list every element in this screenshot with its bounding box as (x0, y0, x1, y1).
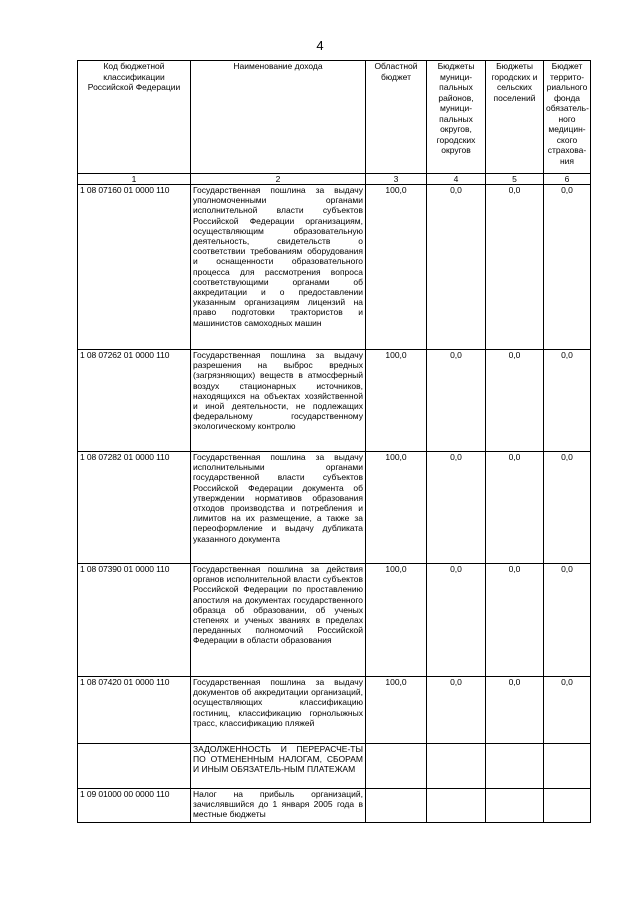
table-row (78, 350, 591, 452)
row-value-municipal: 0,0 (427, 677, 486, 744)
row-value-settlement: 0,0 (486, 350, 544, 452)
page-number: 4 (316, 38, 324, 53)
header-settlement-budgets: Бюджеты городских и сельских поселений (486, 61, 544, 174)
table-row-section (78, 744, 591, 789)
header-municipal-district-budgets: Бюджеты муници-пальных районов, муници-пальных округов, городских округов (427, 61, 486, 174)
row-code: 1 08 07160 01 0000 110 (78, 185, 191, 350)
row-value-municipal: 0,0 (427, 564, 486, 677)
column-number: 5 (486, 174, 544, 185)
row-value-fund: 0,0 (544, 185, 591, 350)
row-value-fund: 0,0 (544, 677, 591, 744)
row-value-municipal (427, 744, 486, 789)
budget-classification-table (77, 60, 591, 823)
column-number: 4 (427, 174, 486, 185)
row-code: 1 08 07262 01 0000 110 (78, 350, 191, 452)
row-name: Государственная пошлина за выдачу документов об аккредитации организаций, осуществляющих классификацию гостиниц, классификацию горнолыжных трасс, классификацию пляжей (191, 677, 366, 744)
header-name: Наименование дохода (191, 61, 366, 174)
row-code: 1 08 07420 01 0000 110 (78, 677, 191, 744)
row-value-municipal: 0,0 (427, 185, 486, 350)
table-row (78, 185, 591, 350)
row-value-settlement: 0,0 (486, 452, 544, 564)
row-code: 1 09 01000 00 0000 110 (78, 789, 191, 823)
table-row (78, 452, 591, 564)
row-value-municipal: 0,0 (427, 350, 486, 452)
row-value-fund: 0,0 (544, 350, 591, 452)
column-number: 1 (78, 174, 191, 185)
row-name: Государственная пошлина за действия органов исполнительной власти субъектов Российской Федерации по проставлению апостиля на документах государственного образца об образовании, об ученых степенях и ученых званиях в пределах переданных полномочий Российской Федерации в области образования (191, 564, 366, 677)
column-number: 3 (366, 174, 427, 185)
row-code: 1 08 07282 01 0000 110 (78, 452, 191, 564)
column-number: 2 (191, 174, 366, 185)
header-medical-insurance-fund: Бюджет террито-риального фонда обязатель-ного медицин-ского страхова-ния (544, 61, 591, 174)
header-regional-budget: Областной бюджет (366, 61, 427, 174)
table-row (78, 677, 591, 744)
row-name: Государственная пошлина за выдачу исполнительными органами государственной власти субъектов Российской Федерации документа об утверждении нормативов образования отходов производства и потребления и лимитов на их размещение, а также за переоформление и выдачу дубликата указанного документа (191, 452, 366, 564)
row-value-regional: 100,0 (366, 452, 427, 564)
row-value-settlement: 0,0 (486, 677, 544, 744)
row-value-regional (366, 789, 427, 823)
table-row (78, 564, 591, 677)
row-value-fund: 0,0 (544, 564, 591, 677)
row-name: Налог на прибыль организаций, зачислявшийся до 1 января 2005 года в местные бюджеты (191, 789, 366, 823)
row-value-regional: 100,0 (366, 185, 427, 350)
table-row (78, 789, 591, 823)
row-value-settlement (486, 789, 544, 823)
row-value-regional (366, 744, 427, 789)
row-value-settlement (486, 744, 544, 789)
row-value-settlement: 0,0 (486, 564, 544, 677)
row-value-fund (544, 789, 591, 823)
row-name: Государственная пошлина за выдачу разрешения на выброс вредных (загрязняющих) веществ в атмосферный воздух стационарных источников, находящихся на объектах хозяйственной и иной деятельности, не подлежащих федеральному государственному экологическому контролю (191, 350, 366, 452)
row-value-regional: 100,0 (366, 677, 427, 744)
row-value-fund: 0,0 (544, 452, 591, 564)
row-value-settlement: 0,0 (486, 185, 544, 350)
row-value-regional: 100,0 (366, 564, 427, 677)
section-heading: ЗАДОЛЖЕННОСТЬ И ПЕРЕРАСЧЕ-ТЫ ПО ОТМЕНЕННЫМ НАЛОГАМ, СБОРАМ И ИНЫМ ОБЯЗАТЕЛЬ-НЫМ ПЛАТЕЖАМ (191, 744, 366, 789)
row-name: Государственная пошлина за выдачу уполномоченными органами исполнительной власти субъектов Российской Федерации организациям, осуществляющим образовательную деятельность, свидетельств о соответствии требованиям оборудования и оснащенности образовательного процесса для рассмотрения вопроса соответствующими органами об аккредитации и о предоставлении указанным организациям лицензий на право подготовки трактористов и машинистов самоходных машин (191, 185, 366, 350)
row-value-municipal (427, 789, 486, 823)
row-code: 1 08 07390 01 0000 110 (78, 564, 191, 677)
row-code (78, 744, 191, 789)
column-number-row (78, 174, 591, 185)
row-value-fund (544, 744, 591, 789)
row-value-regional: 100,0 (366, 350, 427, 452)
column-number: 6 (544, 174, 591, 185)
row-value-municipal: 0,0 (427, 452, 486, 564)
header-code: Код бюджетной классификации Российской Федерации (78, 61, 191, 174)
table-header-row (78, 61, 591, 174)
